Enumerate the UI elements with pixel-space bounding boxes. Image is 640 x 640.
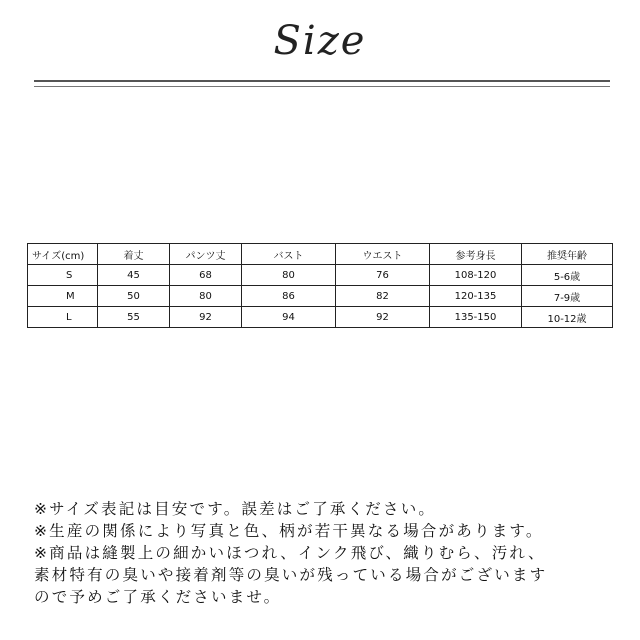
header-bust: バスト — [242, 244, 336, 265]
table-cell: 76 — [336, 265, 430, 286]
table-cell: 80 — [242, 265, 336, 286]
header-height: 参考身長 — [430, 244, 522, 265]
header-waist: ウエスト — [336, 244, 430, 265]
table-cell: 92 — [170, 307, 242, 328]
note-line: ※生産の関係により写真と色、柄が若干異なる場合があります。 — [34, 522, 544, 540]
header-length: 着丈 — [98, 244, 170, 265]
table-cell: 68 — [170, 265, 242, 286]
table-cell: 80 — [170, 286, 242, 307]
divider-top — [34, 80, 610, 82]
header-pants-length: パンツ丈 — [170, 244, 242, 265]
table-cell: 108-120 — [430, 265, 522, 286]
table-cell: 92 — [336, 307, 430, 328]
table-cell: 86 — [242, 286, 336, 307]
note-line: ※商品は縫製上の細かいほつれ、インク飛び、織りむら、汚れ、 — [34, 544, 546, 562]
notes — [34, 498, 624, 608]
size-table — [27, 243, 613, 328]
header-age: 推奨年齢 — [522, 244, 613, 265]
table-cell: 45 — [98, 265, 170, 286]
table-cell: 135-150 — [430, 307, 522, 328]
divider-bottom — [34, 86, 610, 87]
table-cell: 55 — [98, 307, 170, 328]
table-header-row — [28, 244, 613, 265]
table-cell: 5-6歳 — [522, 265, 613, 286]
note-line: ので予めご了承くださいませ。 — [34, 588, 282, 606]
table-cell: 10-12歳 — [522, 307, 613, 328]
table-cell: M — [28, 286, 98, 307]
table-cell: L — [28, 307, 98, 328]
table-cell: 94 — [242, 307, 336, 328]
table-cell: 50 — [98, 286, 170, 307]
note-line: ※サイズ表記は目安です。誤差はご了承ください。 — [34, 500, 437, 518]
header-size: サイズ(cm) — [28, 244, 98, 265]
table-row — [28, 307, 613, 328]
table-cell: 82 — [336, 286, 430, 307]
page-title: Size — [273, 18, 367, 64]
table-cell: 7-9歳 — [522, 286, 613, 307]
table-row — [28, 286, 613, 307]
table-row — [28, 265, 613, 286]
note-line: 素材特有の臭いや接着剤等の臭いが残っている場合がございます — [34, 566, 548, 584]
table-cell: 120-135 — [430, 286, 522, 307]
table-cell: S — [28, 265, 98, 286]
